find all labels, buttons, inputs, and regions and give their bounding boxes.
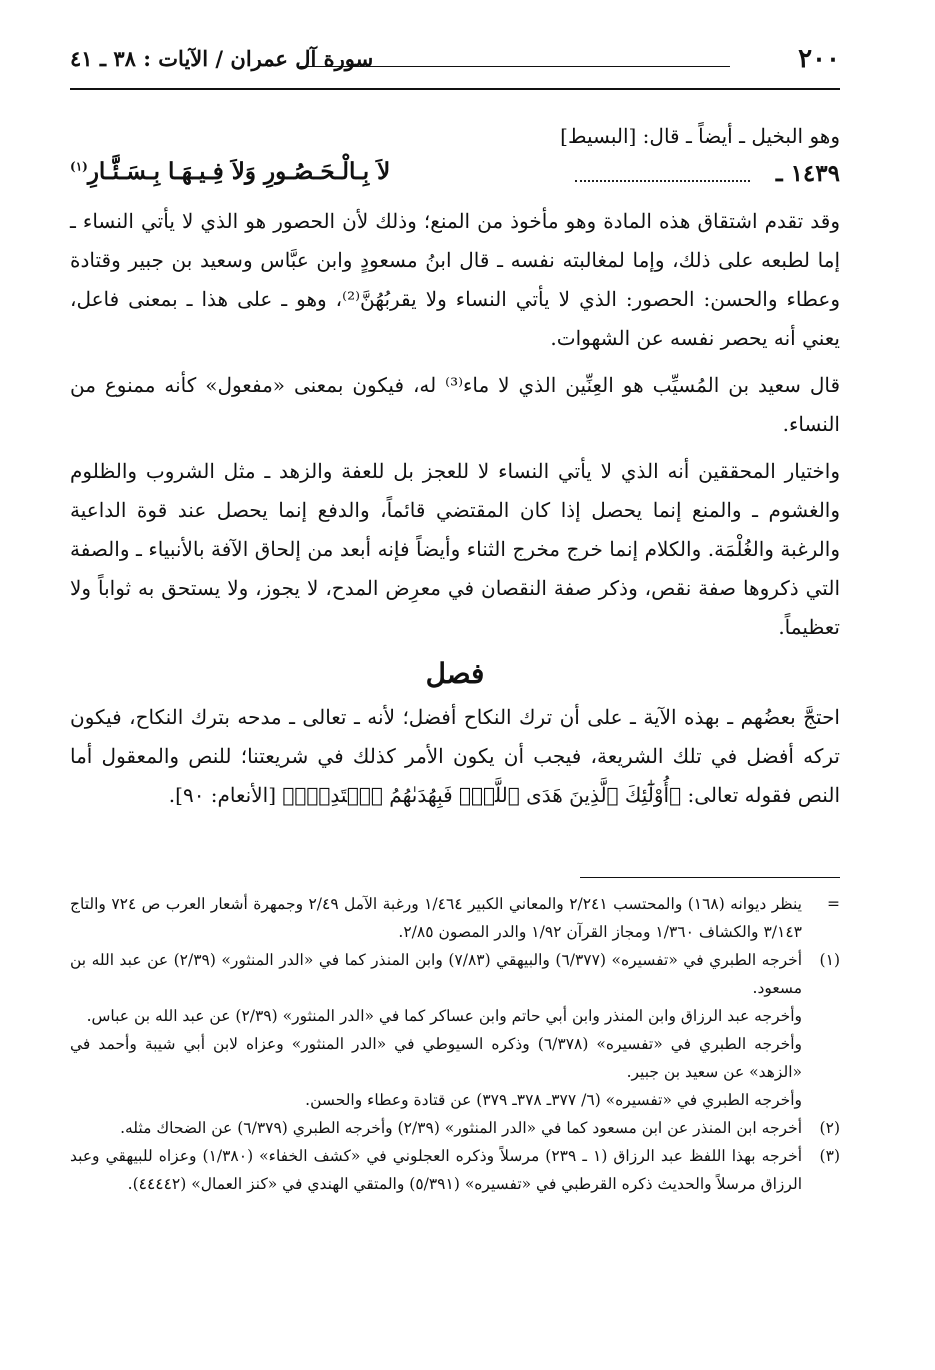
footnote-mark: (١) — [819, 951, 840, 969]
verse-number: ١٤٣٩ ـ — [775, 160, 840, 187]
footnote-mark: = — [827, 895, 840, 913]
verse-text — [70, 158, 390, 185]
page-header — [70, 44, 840, 84]
section-paragraph: احتجَّ بعضُهم ـ بهذه الآية ـ على أن ترك النكاح أفضل؛ لأنه ـ تعالى ـ مدحه بترك النكاح، فيكون تركه أفضل في تلك الشريعة، فيجب أن يكون الأمر كذلك في شريعتنا؛ للنص والمعقول أما النص فقوله تعالى: ﴿أُوْلَٰٓئِكَ ٱلَّذِينَ هَدَى ٱللَّهُۖ فَبِهُدَىٰهُمُ ٱقۡتَدِهۡۗ﴾ [الأنعام: ٩٠]. — [70, 705, 840, 807]
header-rule — [70, 88, 840, 90]
section-title: فصل — [425, 657, 485, 690]
intro-line: وهو البخيل ـ أيضاً ـ قال: [البسيط] — [560, 124, 840, 148]
paragraph: واختيار المحققين أنه الذي لا يأتي النساء لا للعجز بل للعفة والزهد ـ مثل الشروب والظلوم والغشوم ـ والمنع إنما يحصل إذا كان المقتضي قائماً، والدفع إنما يحصل عند قوة الداعية والرغبة والغُلْمَة. والكلام إنما خرج مخرج الثناء وأيضاً فإنه أبعد من إلحاق الآفة بالأنبياء ـ والصفة التي ذكروها صفة نقص، وذكر صفة النقصان في معرِض المدح، لا يجوز، ولا يستحق به ثواباً ولا تعظيماً. — [70, 459, 840, 639]
footnote-text: أخرجه الطبري في «تفسيره» (٦/٣٧٧) والبيهقي (٧/٨٣) وابن المنذر كما في «الدر المنثور» (٢/٣٩) عن عبد الله بن مسعود. — [70, 951, 803, 997]
footnote — [70, 890, 840, 946]
paragraph: قال سعيد بن المُسيِّب هو العِنِّين الذي لا ماء⁽³⁾ له، فيكون بمعنى «مفعول» كأنه ممنوع من النساء. — [70, 373, 841, 436]
footnote-continuation: وأخرجه الطبري في «تفسيره» (٦/٣٧٨) وذكره السيوطي في «الدر المنثور» وعزاه لابن أبي شيبة وأحمد في «الزهد» عن سعيد بن جبير. — [70, 1035, 802, 1081]
footnote-continuation: وأخرجه عبد الرزاق وابن المنذر وابن أبي حاتم وابن عساكر كما في «الدر المنثور» (٢/٣٩) عن عبد الله بن عباس. — [86, 1007, 802, 1025]
verse-dots — [575, 160, 750, 182]
paragraph: وقد تقدم اشتقاق هذه المادة وهو مأخوذ من المنع؛ وذلك لأن الحصور هو الذي لا يأتي النساء ـ إما لطبعه على ذلك، وإما لمغالبته نفسه ـ قال ابنُ مسعودٍ وابن عبَّاس وسعيد بن جبير وقتادة وعطاء والحسن: الحصور: الذي لا يأتي النساء ولا يقربُهُنَّ⁽²⁾، وهو ـ على هذا ـ بمعنى فاعل، يعني أنه يحصر نفسه عن الشهوات. — [70, 209, 840, 350]
verse-words: لاَ بِـالْـحَـصُـورِ وَلاَ فِـيـهَـا بِـسَـئَّـارِ — [87, 158, 391, 185]
footnote — [70, 1114, 840, 1142]
footnote-text: ينظر ديوانه (١٦٨) والمحتسب ٢/٢٤١ والمعاني الكبير ١/٤٦٤ ورغبة الآمل ٢/٤٩ وجمهرة أشعار العرب ص ٧٢٤ والتاج ٣/١٤٣ والكشاف ١/٣٦٠ ومجاز القرآن ١/٩٢ والدر المصون ٢/٨٥. — [70, 895, 802, 941]
poetry-verse — [70, 154, 840, 198]
main-text — [70, 118, 840, 815]
footnote-continuation: وأخرجه الطبري في «تفسيره» (٦/ ٣٧٧ـ ٣٧٨ـ ٣٧٩) عن قتادة وعطاء والحسن. — [305, 1091, 802, 1109]
footnote-mark: (٣) — [819, 1147, 840, 1165]
footnotes — [70, 890, 840, 1198]
running-title: سورة آل عمران / الآيات : ٣٨ ـ ٤١ — [70, 46, 374, 71]
footnote-mark: (٢) — [819, 1119, 840, 1137]
footnote — [70, 1142, 840, 1198]
page-number: ٢٠٠ — [798, 44, 840, 74]
verse-footnote-ref: (١) — [70, 159, 88, 174]
footnote — [70, 946, 840, 1002]
footnote-text: أخرجه ابن المنذر عن ابن مسعود كما في «الدر المنثور» (٢/٣٩) وأخرجه الطبري (٦/٣٧٩) عن الضحاك مثله. — [120, 1119, 802, 1137]
footnote-separator — [580, 877, 840, 878]
footnote-text: أخرجه بهذا اللفظ عبد الرزاق (١ ـ ٢٣٩) مرسلاً وذكره العجلوني في «كشف الخفاء» (١/٣٨٠) وعزاه للبيهقي وعبد الرزاق مرسلاً والحديث ذكره القرطبي في «تفسيره» (٥/٣٩١) والمتقي الهندي في «كنز العمال» (٤٤٤٤٢). — [70, 1147, 802, 1193]
